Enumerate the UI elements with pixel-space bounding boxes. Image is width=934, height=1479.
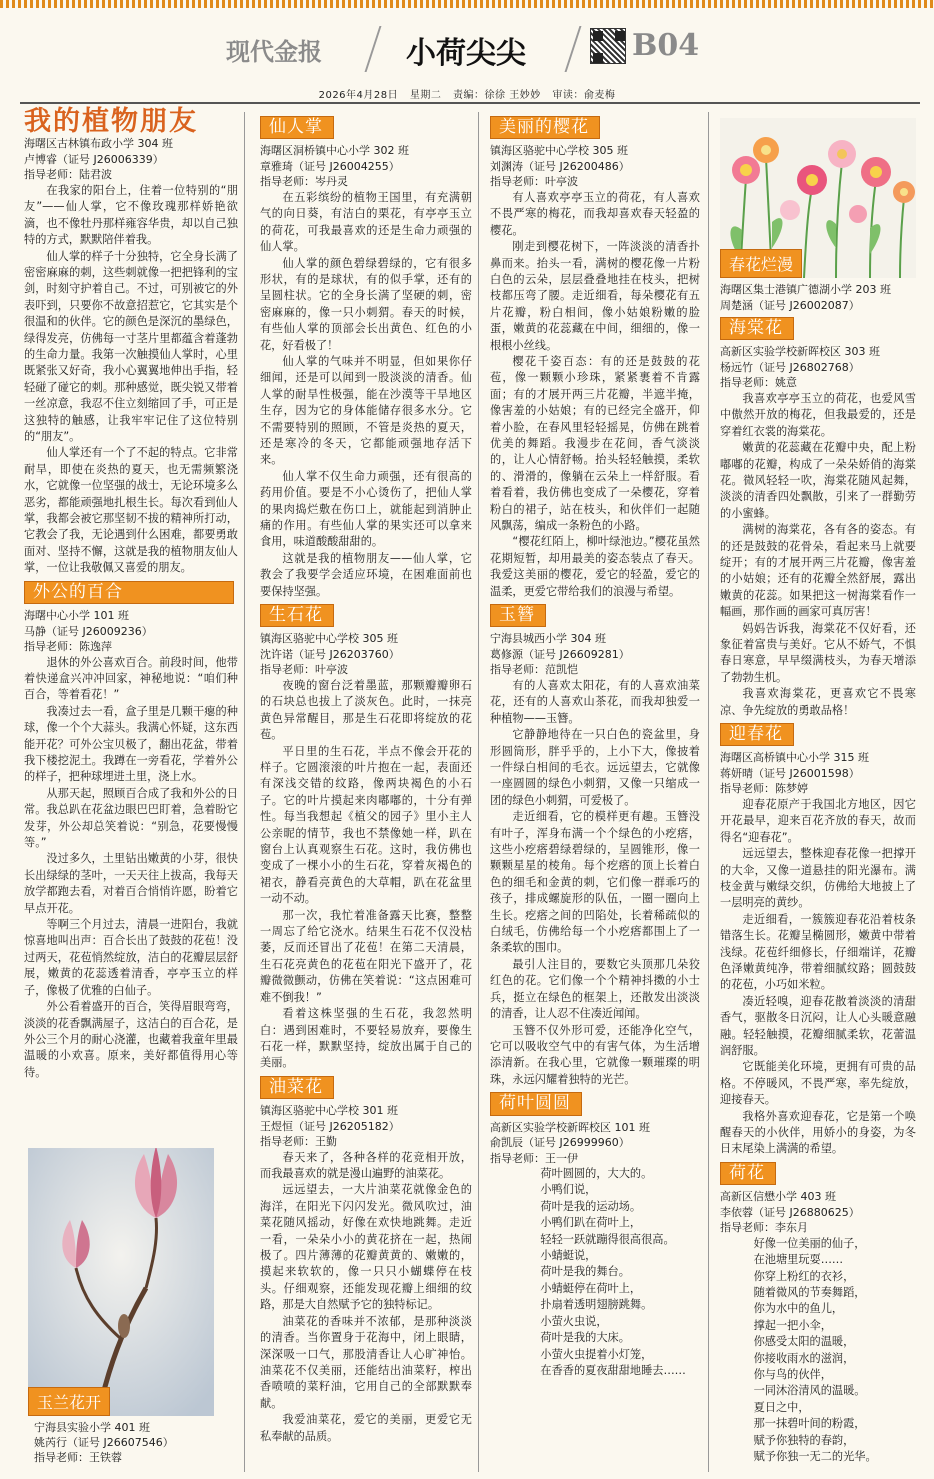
poem-line: 那一抹碧叶间的粉霞， [753,1417,866,1431]
article-author: 马静（证号 J26009236） [24,624,153,638]
poem-line: 夏日之中， [753,1400,810,1414]
article-title-tag: 美丽的樱花 [490,116,600,139]
article-paragraph: 平日里的生石花，半点不像会开花的样子。它圆滚滚的叶片抱在一起，表面还有深浅交错的纹路，像两块褐色的小石子。它的叶片摸起来肉嘟嘟的，十分有弹性。每当我想起《植父的园子》里小主人公亲昵的情节，我也不禁像她一样，趴在窗台上认真观察生石花。这时，我仿佛也变成了一棵小小的生石花，穿着灰褐色的裙衣，静看亮黄色的大草帽，趴在花盆里一动不动。 [260,744,472,906]
poem-line: 小鸭们趴在荷叶上， [540,1216,642,1230]
article-paragraph: 仙人掌还有一个了不起的特点。它非常耐旱，即使在炎热的夏天，也无需频繁浇水，它就像一位坚强的战士，无论环境多么恶劣，都能顽强地扎根生长。每次看到仙人掌，我都会被它那坚韧不拔的精神所打动，它教会了我，无论遇到什么困难，都要勇敢面对、坚持不懈，这就是我的植物朋友仙人掌，一位让我敬佩又喜爱的朋友。 [24,446,238,575]
article-title-tag: 荷叶圆圆 [490,1092,582,1115]
article-paragraph: 仙人掌的颜色碧绿碧绿的，它有很多形状，有的是球状，有的似手掌，还有的呈圆柱状。它的全身长满了坚硬的刺，密密麻麻的，像一只小刺猬。春天的时候，有些仙人掌的顶部会长出黄色、红色的小花，好看极了！ [260,256,472,352]
article-paragraph: 从那天起，照顾百合成了我和外公的日常。我总趴在花盆边眼巴巴盯着，急着盼它发芽，外公却总笑着说：“别急，花要慢慢等。” [24,786,238,850]
article-author: 蒋妍晴（证号 J26001598） [720,766,860,780]
poem-line: 小蜻蜓说， [540,1249,597,1263]
article-school: 宁海县城西小学 304 班 [490,632,606,646]
top-decorative-stripe [0,0,934,8]
spring-flowers-painting [720,118,916,278]
poem-line: 随着微风的节奏舞蹈， [753,1286,866,1299]
article-paragraph: “樱花红陌上，柳叶绿池边。”樱花虽然花期短暂，却用最美的姿态装点了春天。我爱这美丽的樱花，爱它的轻盈，爱它的温柔，更爱它带给我们的浪漫与希望。 [490,535,700,598]
article-author: 杨远竹（证号 J26802768） [720,360,860,374]
column-3 [490,112,700,1379]
article-teacher: 指导老师：陈逸萍 [24,640,112,654]
article-school: 海曙区古林镇布政小学 304 班 [24,137,173,151]
article-author: 刘渊涛（证号 J26200486） [490,159,630,173]
article-paragraph: 那一次，我忙着准备露天比赛，整整一周忘了给它浇水。结果生石花不仅没枯萎，反而还冒出了花苞！在第二天清晨，生石花亮黄色的花苞在阳光下盛开了，花瓣微微颤动，仿佛在笑着说：“这点困难可难不倒我！” [260,908,472,1004]
painting-credit [34,1420,234,1465]
article-teacher: 指导老师：陆君波 [24,168,112,182]
masthead [0,22,934,82]
article-school: 高新区实验学校新晖校区 303 班 [720,345,880,359]
article-school: 海曙区洞桥镇中心小学 302 班 [260,144,409,158]
poem-line: 好像一位美丽的仙子， [753,1236,866,1250]
article-paragraph: 凑近轻嗅，迎春花散着淡淡的清甜香气，驱散冬日沉闷，让人心头暖意融融。轻轻触摸，花瓣细腻柔软，花蕾温润舒服。 [720,994,916,1058]
article-paragraph: 仙人掌不仅生命力顽强，还有很高的药用价值。要是不小心烫伤了，把仙人掌的果肉捣烂敷在伤口上，就能起到消肿止痛的作用。有些仙人掌的果实还可以拿来食用，味道酸酸甜甜的。 [260,469,472,549]
magnolia-flower-icon [28,1148,214,1416]
article-paragraph: 我喜欢海棠花，更喜欢它不畏寒凉、争先绽放的勇敢品格！ [720,687,916,717]
article-teacher: 指导老师：王一伊 [490,1151,578,1165]
article-author: 李依蓉（证号 J26880625） [720,1205,860,1219]
poem-line: 在池塘里玩耍…… [753,1253,844,1267]
article-cherry-blossom [490,112,700,600]
article-winter-jasmine [720,719,916,1158]
article-paragraph: 退休的外公喜欢百合。前段时间，他带着快递盒兴冲冲回家，神秘地说：“咱们种百合，等着看花！” [24,655,238,702]
article-paragraph: 远远望去，一大片油菜花就像金色的海洋，在阳光下闪闪发光。微风吹过，油菜花随风摇动，好像在欢快地跳舞。走近一看，一朵朵小小的黄花挤在一起，热闹极了。四片薄薄的花瓣黄黄的、嫩嫩的，摸起来软软的，像一只只小蝴蝶停在枝头。仔细观察，还能发现花瓣上细细的纹路，那是大自然赋予它的独特标记。 [260,1183,472,1312]
newspaper-name: 现代金报 [226,37,322,66]
article-paragraph: 满树的海棠花，各有各的姿态。有的还是鼓鼓的花骨朵，看起来马上就要绽开；有的才展开两三片花瓣，像害羞的小姑娘；还有的花瓣全然舒展，露出嫩黄的花蕊。如果把这一树海棠看作一幅画，那作画的画家可真厉害！ [720,523,916,619]
article-school: 镇海区骆驼中心学校 301 班 [260,1104,398,1118]
article-paragraph: 樱花千姿百态：有的还是鼓鼓的花苞，像一颗颗小珍珠，紧紧裹着不肯露面；有的才展开两三片花瓣，半遮半掩，像害羞的小姑娘；有的已经完全盛开，仰着小脸，在春风里轻轻摇晃，仿佛在跳着优美的舞蹈。我漫步在花间，香气淡淡的，让人心情舒畅。抬头轻轻触摸，柔软的、滑滑的，像躺在云朵上一样舒服。看着看着，我仿佛也变成了一朵樱花，穿着粉白的裙子，站在枝头，和伙伴们一起随风飘荡，编成一条粉色的小路。 [490,354,700,533]
poem-line: 你为水中的鱼儿， [753,1302,844,1316]
article-begonia [720,313,916,719]
article-paragraph: 最引人注目的，要数它头顶那几朵狡红色的花。它们像一个个精神抖擞的小士兵，挺立在绿色的框架上，还散发出淡淡的清香，让人忍不住凑近闻闻。 [490,957,700,1021]
article-paragraph: 我凑过去一看，盒子里是几颗干瘪的种球，像一个个大蒜头。我满心怀疑，这东西能开花？可外公宝贝极了，翻出花盆，带着我下楼挖泥土。我蹲在一旁看花，学着外公的样子，把种球埋进土里，浇上水。 [24,704,238,784]
article-title-tag: 玉簪 [490,604,546,627]
poem-line: 你感受太阳的温暖， [753,1335,855,1349]
issue-weekday: 星期二 [409,90,442,101]
article-title-tag: 外公的百合 [24,581,234,604]
article-paragraph: 夜晚的窗台泛着墨蓝，那颗瓣瓣卵石的石块总也拔上了淡灰色。此时，一抹亮黄色异常醒目，那是生石花即将绽放的花苞。 [260,678,472,742]
poem-line: 荷叶是我的运动场。 [540,1199,642,1213]
article-paragraph: 在我家的阳台上，住着一位特别的“朋友”——仙人掌，它不像玫瑰那样娇艳欲滴，也不像牡丹那样雍容华贵，却以自己独特的方式，默默陪伴着我。 [24,183,238,247]
article-author: 沈许诺（证号 J26203760） [260,647,400,661]
article-paragraph: 走近细看，一簇簇迎春花沿着枝条错落生长。花瓣呈椭圆形，嫩黄中带着浅绿。花苞纤细修长，仔细端详，花瓣色泽嫩黄纯净，带着细腻纹路；圆鼓鼓的花苞，小巧如米粒。 [720,912,916,992]
article-paragraph: 它既能美化环境，更拥有可贵的品格。不停暖风，不畏严寒，率先绽放，迎接春天。 [720,1060,916,1107]
article-paragraph: 远远望去，整株迎春花像一把撑开的大伞，又像一道悬挂的阳光瀑布。满枝金黄与嫩绿交织，仿佛给大地披上了一层明亮的黄纱。 [720,847,916,910]
article-teacher: 指导老师：李东月 [720,1221,808,1235]
section-title: 小荷尖尖 [406,36,526,71]
article-paragraph: 我喜欢亭亭玉立的荷花，也爱风雪中傲然开放的梅花，但我最爱的，还是穿着红衣裳的海棠花。 [720,391,916,438]
article-paragraph: 迎春花原产于我国北方地区，因它开花最早，迎来百花齐放的春天，故而得名“迎春花”。 [720,797,916,844]
article-author: 俞凯辰（证号 J26999960） [490,1136,630,1150]
article-teacher: 指导老师：范凯恺 [490,663,578,677]
article-paragraph: 它静静地待在一只白色的瓷盆里，身形圆筒形，胖乎乎的，上小下大，像披着一件绿白相间的毛衣。远远望去，它就像一座圆圆的绿色小刺猬，又像一只缩成一团的绿色小刺猬，可爱极了。 [490,728,700,807]
painting-author: 周楚涵（证号 J26002087） [720,298,860,312]
column-rule [244,112,245,1472]
article-school: 海曙区高桥镇中心小学 315 班 [720,751,869,765]
poem-line: 荷叶是我的舞台。 [540,1265,630,1279]
qr-code-icon[interactable] [590,28,626,64]
poem-line: 小蜻蜓停在荷叶上， [540,1281,642,1295]
article-title-tag: 油菜花 [260,1076,334,1099]
painting-title-tag: 春花烂漫 [720,249,802,278]
article-teacher: 指导老师：陈梦婷 [720,782,808,796]
article-paragraph: 春天来了，各种各样的花竞相开放，而我最喜欢的就是漫山遍野的油菜花。 [260,1150,472,1181]
reviewer-credit: 审读：俞麦梅 [552,90,616,101]
column-1 [24,106,238,1081]
painting-school: 海曙区集士港镇广德湖小学 203 班 [720,283,891,296]
editor-credit: 责编：徐徐 王妙妙 [453,90,541,101]
painting-author: 姚芮行（证号 J26607546） [34,1436,174,1449]
article-paragraph: 看着这株坚强的生石花，我忽然明白：遇到困难时，不要轻易放弃，要像生石花一样，默默坚持，绽放出属于自己的美丽。 [260,1007,472,1070]
painting-credit [720,282,916,313]
poem-line: 赋予你独一无二的光华。 [753,1450,877,1464]
article-school: 高新区信懋小学 403 班 [720,1190,836,1204]
article-paragraph: 这就是我的植物朋友——仙人掌，它教会了我要学会适应环境，在困难面前也要保持坚强。 [260,551,472,598]
poem-line: 小萤火虫说， [540,1314,608,1328]
article-author: 王煜恒（证号 J26205182） [260,1119,400,1133]
column-rule [478,112,479,1472]
article-lotus-poem [720,1158,916,1466]
poem-line: 荷叶是我的大床。 [540,1331,630,1345]
poem-line: 在香香的夏夜甜甜地睡去…… [540,1363,686,1377]
article-paragraph: 没过多久，土里钻出嫩黄的小芽，很快长出绿绿的茎叶，一天天往上拔高，我每天放学都跑去看，对着百合悄悄许愿，盼着它早点开花。 [24,852,238,915]
article-paragraph: 玉簪不仅外形可爱，还能净化空气，它可以吸收空气中的有害气体，为生活增添清新。在我心里，它就像一颗璀璨的明珠，永远闪耀着独特的光芒。 [490,1023,700,1086]
article-author: 葛修源（证号 J26609281） [490,647,630,661]
column-2 [260,112,472,1445]
poem-line: 你接收雨水的滋润， [753,1351,855,1365]
article-paragraph: 我格外喜欢迎春花，它是第一个唤醒春天的小伙伴，用娇小的身姿，为冬日末尾染上满满的希望。 [720,1109,916,1156]
dateline [0,86,934,101]
article-teacher: 指导老师：王勤 [260,1135,337,1149]
poem-line: 赋予你独特的春韵， [753,1433,855,1447]
article-lotus-leaf-poem [490,1088,700,1379]
article-author: 卢博睿（证号 J26006339） [24,152,164,166]
masthead-divider [565,26,582,72]
column-rule [708,112,709,1472]
article-paragraph: 有人喜欢亭亭玉立的荷花，有人喜欢不畏严寒的梅花，而我却喜欢春天轻盈的樱花。 [490,190,700,237]
article-paragraph: 油菜花的香味并不浓郁，是那种淡淡的清香。当你置身于花海中，闭上眼睛，深深吸一口气，那股清香让人心旷神怡。油菜花不仅美丽，还能结出油菜籽，榨出香喷喷的菜籽油，它用自己的全部默默奉献。 [260,1314,472,1410]
article-lily [24,577,238,1081]
article-yuzan [490,600,700,1088]
article-title-tag: 仙人掌 [260,116,334,139]
article-paragraph: 走近细看，它的模样更有趣。玉簪没有叶子，浑身布满一个个绿色的小疙瘩，这些小疙瘩碧绿碧绿的，呈圆锥形，像一颗颗星星的棱角。每个疙瘩的顶上长着白色的细毛和金黄的刺，它们像一群乖巧的孩子，排成螺旋形的队伍，一圈一圈向上生长。疙瘩之间的凹陷处，长着稀疏似的白绒毛，仿佛给每一个小疙瘩都围上了一条柔软的围巾。 [490,810,700,955]
article-paragraph: 我爱油菜花，爱它的美丽，更爱它无私奉献的品质。 [260,1413,472,1443]
poem-line: 荷叶圆圆的，大大的。 [540,1167,653,1181]
article-paragraph: 仙人掌的气味并不明显，但如果你仔细闻，还是可以闻到一股淡淡的清香。仙人掌的耐旱性极强，能在沙漠等干旱地区生存，因为它的身体能储存很多水分。它不需要特别的照顾，不管是炎热的夏天，还是寒冷的冬天，它都能顽强地存活下来。 [260,354,472,467]
poem-line: 撑起一把小伞， [753,1318,832,1332]
article-school: 镇海区骆驼中心学校 305 班 [490,144,628,158]
article-xianrenzhang-1 [24,136,238,576]
article-teacher: 指导老师：岑丹灵 [260,175,348,189]
masthead-divider [365,26,382,72]
column-4 [720,282,916,1465]
article-teacher: 指导老师：姚意 [720,376,797,390]
poem-line: 你与鸟的伙伴， [753,1368,832,1382]
article-teacher: 指导老师：叶亭波 [260,663,348,677]
header-rule [20,102,920,104]
poem-line: 小萤火虫提着小灯笼， [540,1347,653,1361]
article-school: 高新区实验学校新晖校区 101 班 [490,1120,650,1134]
article-paragraph: 妈妈告诉我，海棠花不仅好看，还象征着富贵与美好。它从不娇气，不惧春日寒意，早早缀满枝头，为春天增添了勃勃生机。 [720,621,916,684]
article-paragraph: 在五彩缤纷的植物王国里，有充满朝气的向日葵，有洁白的栗花，有亭亭玉立的荷花，可我最喜欢的还是生命力顽强的仙人掌。 [260,190,472,254]
page-number: B04 [632,28,700,63]
article-paragraph: 仙人掌的样子十分独特，它全身长满了密密麻麻的刺，这些刺就像一把把锋利的宝剑，时刻守护着自己。不过，可别被它的外表吓到，只要你不故意招惹它，它其实是个很温和的伙伴。它的颜色是深沉的墨绿色，绿得发亮，仿佛每一寸茎片里都蕴含着蓬勃的生命力量。我第一次触摸仙人掌时，心里既紧张又好奇，我小心翼翼地伸出手指，轻轻碰了碰它的刺。那种感觉，既尖锐又带着一丝凉意，我忍不住立刻缩回了手，可正是这独特的触感，让我牢牢记住了这位特别的“朋友”。 [24,249,238,443]
poem-line: 一同沐浴清风的温暖。 [753,1384,866,1398]
article-school: 镇海区骆驼中心学校 305 班 [260,632,398,646]
article-title-tag: 海棠花 [720,317,794,340]
article-xianrenzhang-2 [260,112,472,600]
article-title-tag: 生石花 [260,604,334,627]
painting-teacher: 指导老师：王铁蓉 [34,1451,122,1464]
article-paragraph: 嫩黄的花蕊藏在花瓣中央，配上粉嘟嘟的花瓣，构成了一朵朵娇俏的海棠花。微风轻轻一吹，海棠花随风起舞，淡淡的清香四处飘散，引来了一群勤劳的小蜜蜂。 [720,441,916,520]
article-rapeseed [260,1072,472,1445]
issue-date: 2026年4月28日 [318,90,399,101]
article-paragraph: 刚走到樱花树下，一阵淡淡的清香扑鼻而来。抬头一看，满树的樱花像一片粉白色的云朵，层层叠叠地挂在枝头，把树枝都压弯了腰。走近细看，每朵樱花有五片花瓣，粉白相间，像小姑娘粉嫩的脸蛋，嫩黄的花蕊藏在中间，细细的，像一根根小丝线。 [490,240,700,352]
article-title-tag: 迎春花 [720,723,794,746]
poem-line: 扑扇着透明翅膀跳舞。 [540,1298,653,1312]
article-school: 海曙中心小学 101 班 [24,609,129,623]
magnolia-painting [28,1148,214,1416]
article-author: 章雅琦（证号 J26004255） [260,159,400,173]
painting-school: 宁海县实验小学 401 班 [34,1421,150,1434]
poem-line: 小鸭们说， [540,1183,597,1197]
article-lithops [260,600,472,1072]
poem-line: 轻轻一跃就蹦得很高很高。 [540,1232,675,1246]
page-headline: 我的植物朋友 [24,106,198,137]
article-paragraph: 外公看着盛开的百合，笑得眉眼弯弯，淡淡的花香飘满屋子，这洁白的百合花，是外公三个月的耐心浇灌，也藏着我童年里最温暖的小欢喜。原来，美好都值得用心等待。 [24,1000,238,1079]
poem-line: 你穿上粉红的衣衫， [753,1269,855,1283]
article-title-tag: 荷花 [720,1162,776,1185]
article-teacher: 指导老师：叶亭波 [490,175,578,189]
article-paragraph: 有的人喜欢太阳花，有的人喜欢油菜花，还有的人喜欢山茶花，而我却独爱一种植物——玉簪。 [490,678,700,725]
painting-title-tag: 玉兰花开 [28,1387,110,1416]
article-paragraph: 等啊三个月过去，清晨一进阳台，我就惊喜地叫出声：百合长出了鼓鼓的花苞！没过两天，花苞悄然绽放，洁白的花瓣层层舒展，嫩黄的花蕊透着清香，亭亭玉立的样子，像极了优雅的白仙子。 [24,918,238,997]
